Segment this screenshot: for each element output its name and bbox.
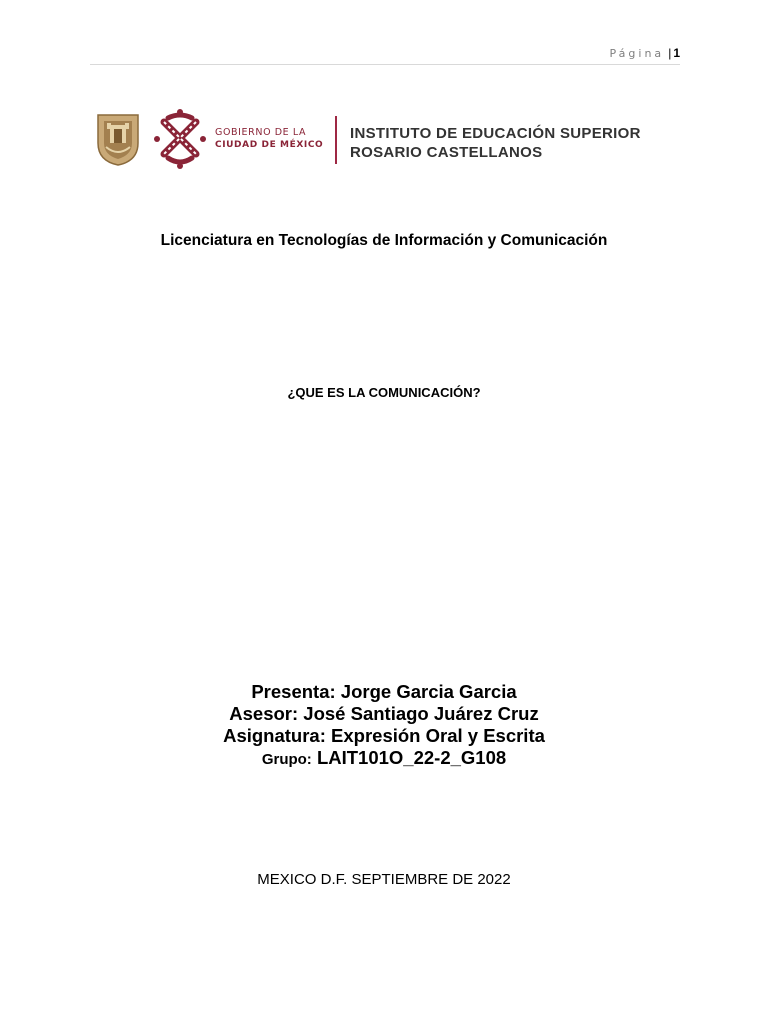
institute-line-1: INSTITUTO DE EDUCACIÓN SUPERIOR: [350, 125, 641, 142]
presenter-line: Presenta: Jorge Garcia Garcia: [251, 681, 517, 702]
cdmx-knot-icon: [154, 108, 206, 170]
logo-divider: [335, 116, 337, 164]
government-name: [215, 126, 323, 152]
institute-line-2: ROSARIO CASTELLANOS: [350, 144, 543, 161]
degree-title: Licenciatura en Tecnologías de Información y Comunicación: [160, 232, 608, 249]
logo-bar: [96, 108, 686, 172]
page-separator: |: [668, 46, 672, 60]
credits-block: [0, 681, 768, 771]
document-topic: ¿QUE ES LA COMUNICACIÓN?: [287, 385, 481, 400]
page-number: 1: [673, 46, 680, 60]
institute-name: [350, 124, 641, 162]
document-date: MEXICO D.F. SEPTIEMBRE DE 2022: [257, 871, 511, 888]
government-line-2: CIUDAD DE MÉXICO: [215, 140, 324, 150]
page-header: [90, 44, 680, 65]
coat-of-arms-icon: [96, 113, 140, 167]
group-line: [0, 747, 768, 771]
group-value: LAIT101O_22-2_G108: [316, 747, 507, 768]
subject-line: Asignatura: Expresión Oral y Escrita: [223, 725, 545, 746]
page-label: Página: [609, 47, 665, 60]
advisor-line: Asesor: José Santiago Juárez Cruz: [229, 703, 539, 724]
government-line-1: GOBIERNO DE LA: [215, 127, 307, 138]
group-label: Grupo:: [261, 751, 312, 768]
